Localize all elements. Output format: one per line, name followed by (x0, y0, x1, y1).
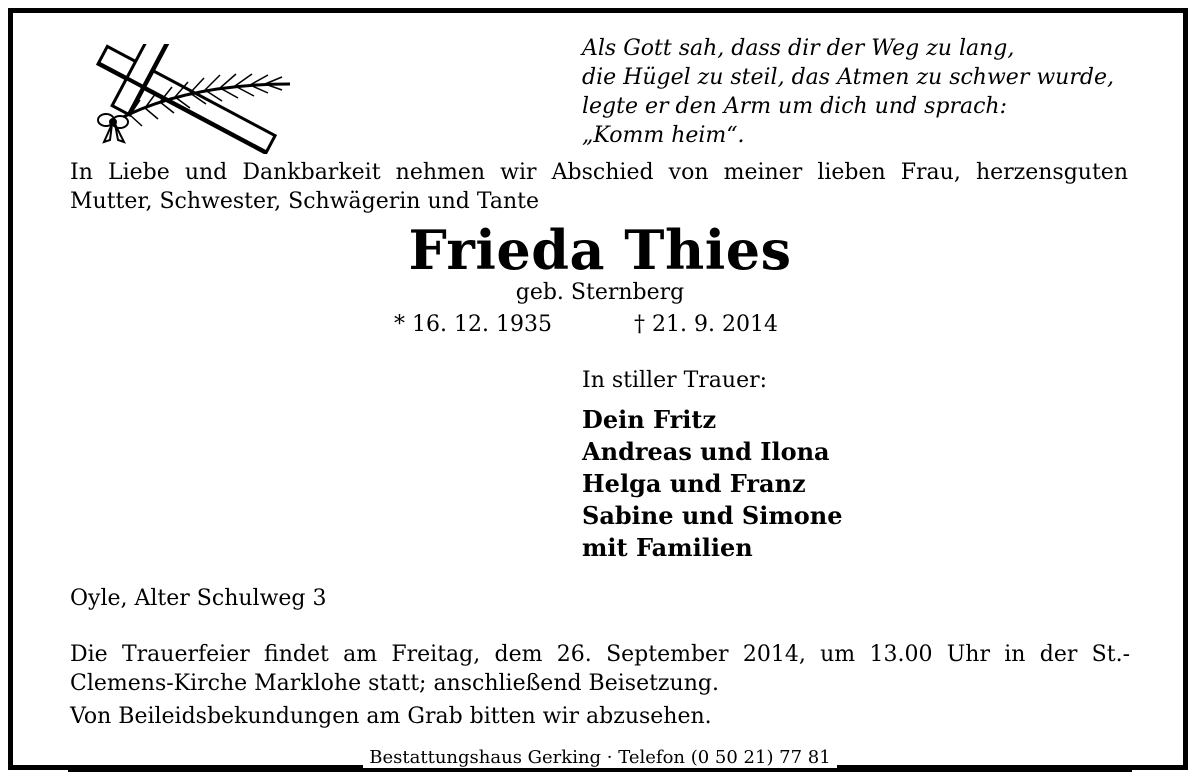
poem-line: „Komm heim“. (582, 123, 745, 148)
mourner-name: mit Familien (582, 533, 753, 562)
poem (582, 34, 1114, 150)
funeral-info: Die Trauerfeier findet am Freitag, dem 26. September 2014, um 13.00 Uhr in der St.-Clemens-Kirche Marklohe statt; anschließend Beisetzung. (70, 642, 1130, 696)
mourner-name: Dein Fritz (582, 405, 717, 434)
condolence-request: Von Beileidsbekundungen am Grab bitten wir abzusehen. (70, 704, 712, 729)
cross-with-palm-branch-icon (70, 44, 296, 154)
death-date: † 21. 9. 2014 (634, 312, 778, 337)
mourner-name: Sabine und Simone (582, 501, 843, 530)
poem-line: legte er den Arm um dich und sprach: (582, 94, 1007, 119)
footer (0, 746, 1200, 770)
deceased-name: Frieda Thies (408, 218, 792, 282)
birth-date: * 16. 12. 1935 (394, 312, 552, 337)
mourners-list (582, 404, 842, 564)
mourner-name: Andreas und Ilona (582, 437, 830, 466)
address: Oyle, Alter Schulweg 3 (70, 586, 327, 611)
poem-line: Als Gott sah, dass dir der Weg zu lang, (582, 36, 1015, 61)
maiden-name: geb. Sternberg (515, 280, 685, 305)
footer-divider (68, 770, 1132, 772)
mourner-name: Helga und Franz (582, 469, 806, 498)
intro-text: In Liebe und Dankbarkeit nehmen wir Abschied von meiner lieben Frau, herzensguten Mutter, Schwester, Schwägerin und Tante (70, 160, 1128, 214)
poem-line: die Hügel zu steil, das Atmen zu schwer wurde, (582, 65, 1114, 90)
funeral-home-contact: Bestattungshaus Gerking · Telefon (0 50 21) 77 81 (363, 747, 836, 768)
mourners-intro: In stiller Trauer: (582, 368, 768, 393)
